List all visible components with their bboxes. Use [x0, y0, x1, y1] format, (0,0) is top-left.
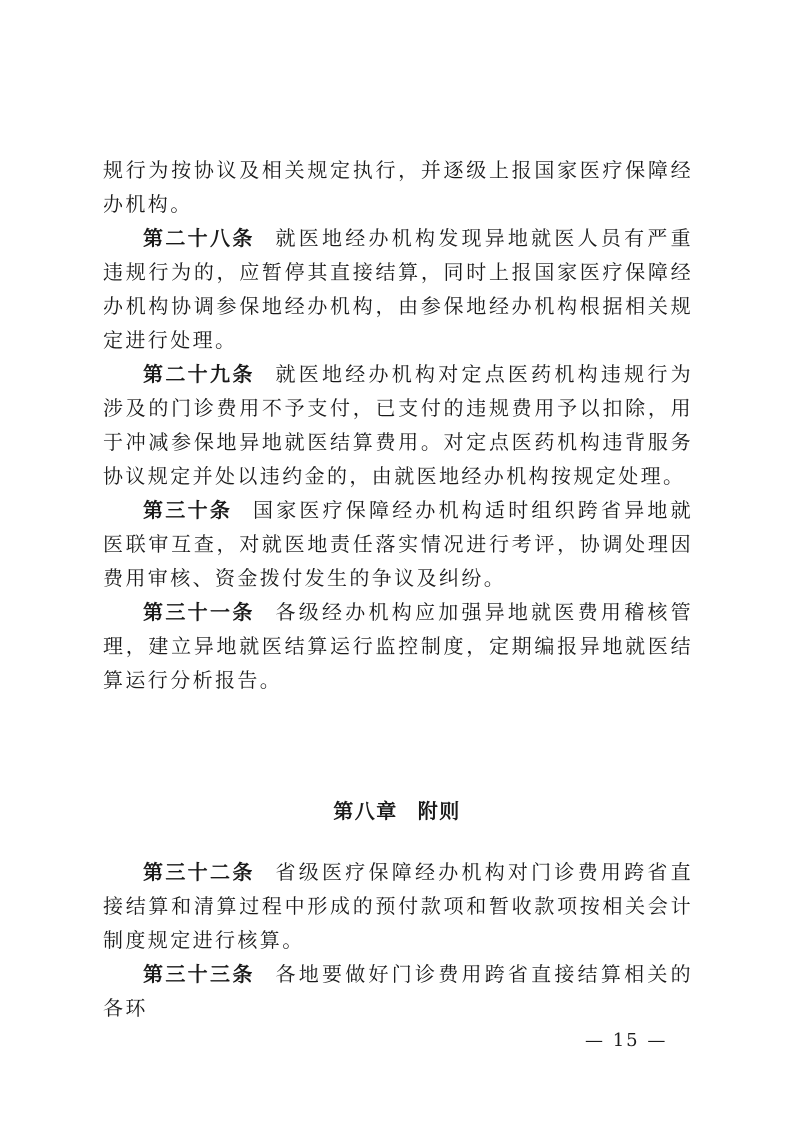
article-32 [103, 855, 693, 957]
page-number: — 15 — [585, 1030, 668, 1051]
article-33 [103, 957, 693, 1025]
article-number: 第二十八条 [143, 226, 255, 250]
article-number: 第二十九条 [143, 362, 255, 386]
article-text: 国家医疗保障经办机构适时组织跨省异地就医联审互查，对就医地责任落实情况进行考评，协调处理因费用审核、资金拨付发生的争议及纠纷。 [103, 498, 693, 590]
article-text: 就医地经办机构发现异地就医人员有严重违规行为的，应暂停其直接结算，同时上报国家医疗保障经办机构协调参保地经办机构，由参保地经办机构根据相关规定进行处理。 [103, 226, 694, 352]
article-text: 各级经办机构应加强异地就医费用稽核管理，建立异地就医结算运行监控制度，定期编报异地就医结算运行分析报告。 [103, 600, 694, 692]
article-29 [103, 357, 693, 493]
article-30 [103, 493, 693, 595]
paragraph-continued: 规行为按协议及相关规定执行，并逐级上报国家医疗保障经办机构。 [103, 158, 693, 216]
article-text: 省级医疗保障经办机构对门诊费用跨省直接结算和清算过程中形成的预付款项和暂收款项按相关会计制度规定进行核算。 [103, 860, 694, 952]
article-number: 第三十一条 [143, 600, 255, 624]
article-text: 各地要做好门诊费用跨省直接结算相关的各环 [103, 962, 694, 1020]
chapter-number: 第八章 [333, 799, 398, 823]
chapter-heading [0, 795, 794, 824]
article-number: 第三十条 [143, 498, 233, 522]
body-text-top [103, 153, 693, 697]
article-number: 第三十三条 [143, 962, 255, 986]
article-number: 第三十二条 [143, 860, 255, 884]
chapter-title: 附则 [417, 799, 461, 823]
body-text-bottom [103, 855, 693, 1025]
article-28 [103, 221, 693, 357]
article-31 [103, 595, 693, 697]
article-text: 就医地经办机构对定点医药机构违规行为涉及的门诊费用不予支付，已支付的违规费用予以扣除，用于冲减参保地异地就医结算费用。对定点医药机构违背服务协议规定并处以违约金的，由就医地经办机构按规定处理。 [103, 362, 694, 488]
